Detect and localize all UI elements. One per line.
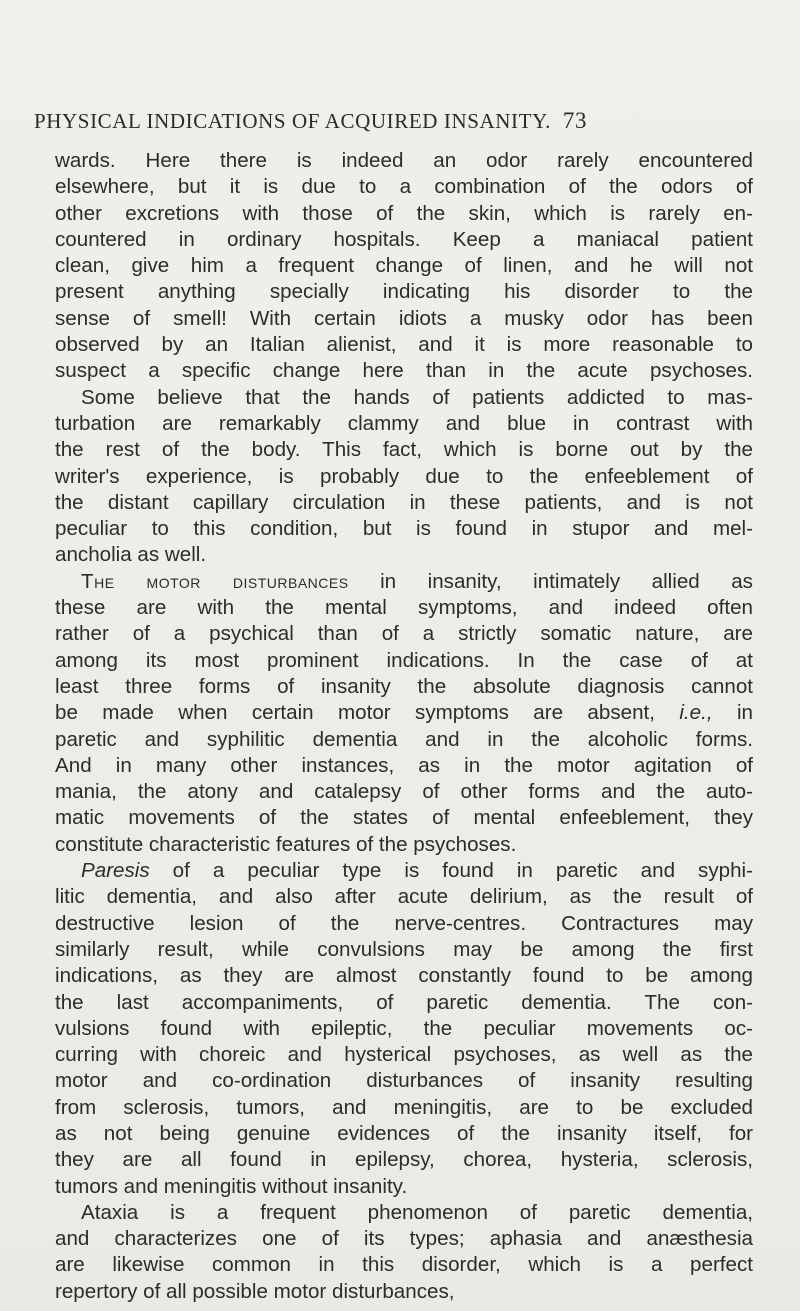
line-tail: in: [712, 701, 753, 725]
line-text: indications, as they are almost constantly found to be among: [55, 964, 753, 988]
text-line: [55, 779, 753, 805]
line-text: among its most prominent indications. In the case of at: [55, 648, 753, 672]
text-line: [55, 727, 753, 753]
line-text: constitute characteristic features of the psychoses.: [55, 832, 517, 856]
line-text: countered in ordinary hospitals. Keep a maniacal patient: [55, 227, 753, 251]
line-text: and characterizes one of its types; aphasia and anæsthesia: [55, 1227, 753, 1251]
line-text: paretic and syphilitic dementia and in the alcoholic forms.: [55, 727, 753, 751]
line-text: rather of a psychical than of a strictly somatic nature, are: [55, 622, 753, 646]
text-line: [55, 1068, 753, 1094]
text-line: [55, 490, 753, 516]
italic-lead: Paresis: [81, 859, 150, 883]
line-text: mania, the atony and catalepsy of other forms and the auto-: [55, 780, 753, 804]
body-text: [55, 148, 753, 1305]
line-text: present anything specially indicating his disorder to the: [55, 280, 753, 304]
text-line: [55, 805, 753, 831]
text-line: [55, 990, 753, 1016]
page-number: 73: [562, 108, 588, 133]
text-line: [55, 464, 753, 490]
line-text: other excretions with those of the skin, which is rarely en-: [55, 201, 753, 225]
text-line: [55, 1279, 753, 1305]
text-line: [55, 516, 753, 542]
text-line: [55, 1095, 753, 1121]
text-line: [55, 937, 753, 963]
line-text: Some believe that the hands of patients addicted to mas-: [81, 385, 753, 409]
line-text: turbation are remarkably clammy and blue in contrast with: [55, 411, 753, 435]
text-line: [55, 753, 753, 779]
line-text: the last accompaniments, of paretic dementia. The con-: [55, 990, 753, 1014]
line-text: matic movements of the states of mental enfeeblement, they: [55, 806, 753, 830]
line-text: as not being genuine evidences of the insanity itself, for: [55, 1121, 753, 1145]
text-line: [55, 911, 753, 937]
small-caps-lead: The motor disturbances: [81, 569, 349, 593]
line-text: destructive lesion of the nerve-centres. Contractures may: [55, 911, 753, 935]
line-text: curring with choreic and hysterical psychoses, as well as the: [55, 1043, 753, 1067]
text-line: [55, 1174, 753, 1200]
line-text: the distant capillary circulation in these patients, and is not: [55, 490, 753, 514]
text-line: [55, 832, 753, 858]
text-line: [55, 648, 753, 674]
text-line: [55, 674, 753, 700]
line-text: wards. Here there is indeed an odor rarely encountered: [55, 149, 753, 172]
running-title: PHYSICAL INDICATIONS OF ACQUIRED INSANITY.: [34, 109, 551, 133]
text-line: [55, 1226, 753, 1252]
text-line: [55, 858, 753, 884]
text-line: [55, 1042, 753, 1068]
text-line: [55, 253, 753, 279]
text-line: [55, 884, 753, 910]
text-line: [55, 279, 753, 305]
running-head: [34, 108, 754, 134]
text-line: [55, 332, 753, 358]
line-text: suspect a specific change here than in the acute psychoses.: [55, 359, 753, 383]
line-text: be made when certain motor symptoms are absent,: [55, 701, 680, 725]
text-line: [55, 358, 753, 384]
line-text: similarly result, while convulsions may be among the first: [55, 937, 753, 961]
line-text: motor and co-ordination disturbances of insanity resulting: [55, 1069, 753, 1093]
text-line: [55, 700, 753, 726]
line-text: ancholia as well.: [55, 543, 207, 567]
line-text: are likewise common in this disorder, which is a perfect: [55, 1253, 753, 1277]
line-text: peculiar to this condition, but is found in stupor and mel-: [55, 517, 753, 541]
line-text: from sclerosis, tumors, and meningitis, are to be excluded: [55, 1095, 753, 1119]
line-text: Ataxia is a frequent phenomenon of paretic dementia,: [81, 1200, 753, 1224]
line-text: in insanity, intimately allied as: [348, 569, 753, 593]
text-line: [55, 542, 753, 568]
text-line: [55, 1121, 753, 1147]
line-text: litic dementia, and also after acute delirium, as the result of: [55, 885, 753, 909]
line-text: clean, give him a frequent change of linen, and he will not: [55, 254, 753, 278]
line-text: repertory of all possible motor disturbances,: [55, 1279, 455, 1303]
text-line: [55, 1016, 753, 1042]
text-line: [55, 385, 753, 411]
text-line: [55, 201, 753, 227]
text-line: [55, 437, 753, 463]
line-text: tumors and meningitis without insanity.: [55, 1174, 408, 1198]
line-text: they are all found in epilepsy, chorea, hysteria, sclerosis,: [55, 1148, 753, 1172]
line-text: elsewhere, but it is due to a combination of the odors of: [55, 175, 753, 199]
text-line: [55, 595, 753, 621]
line-text: least three forms of insanity the absolute diagnosis cannot: [55, 674, 753, 698]
line-text: writer's experience, is probably due to the enfeeblement of: [55, 464, 753, 488]
text-line: [55, 174, 753, 200]
text-line: [55, 963, 753, 989]
line-text: observed by an Italian alienist, and it is more reasonable to: [55, 333, 753, 357]
line-text: vulsions found with epileptic, the peculiar movements oc-: [55, 1016, 753, 1040]
text-line: [55, 1252, 753, 1278]
line-text: And in many other instances, as in the motor agitation of: [55, 753, 753, 777]
text-line: [55, 148, 753, 174]
line-text: of a peculiar type is found in paretic and syphi-: [149, 859, 753, 883]
text-line: [55, 1147, 753, 1173]
text-line: [55, 227, 753, 253]
text-line: [55, 1200, 753, 1226]
line-text: the rest of the body. This fact, which is borne out by the: [55, 438, 753, 462]
text-line: [55, 306, 753, 332]
text-line: [55, 621, 753, 647]
text-line: [55, 569, 753, 595]
italic-abbreviation: i.e.,: [679, 701, 713, 725]
line-text: sense of smell! With certain idiots a musky odor has been: [55, 306, 753, 330]
text-line: [55, 411, 753, 437]
line-text: these are with the mental symptoms, and indeed often: [55, 596, 753, 620]
